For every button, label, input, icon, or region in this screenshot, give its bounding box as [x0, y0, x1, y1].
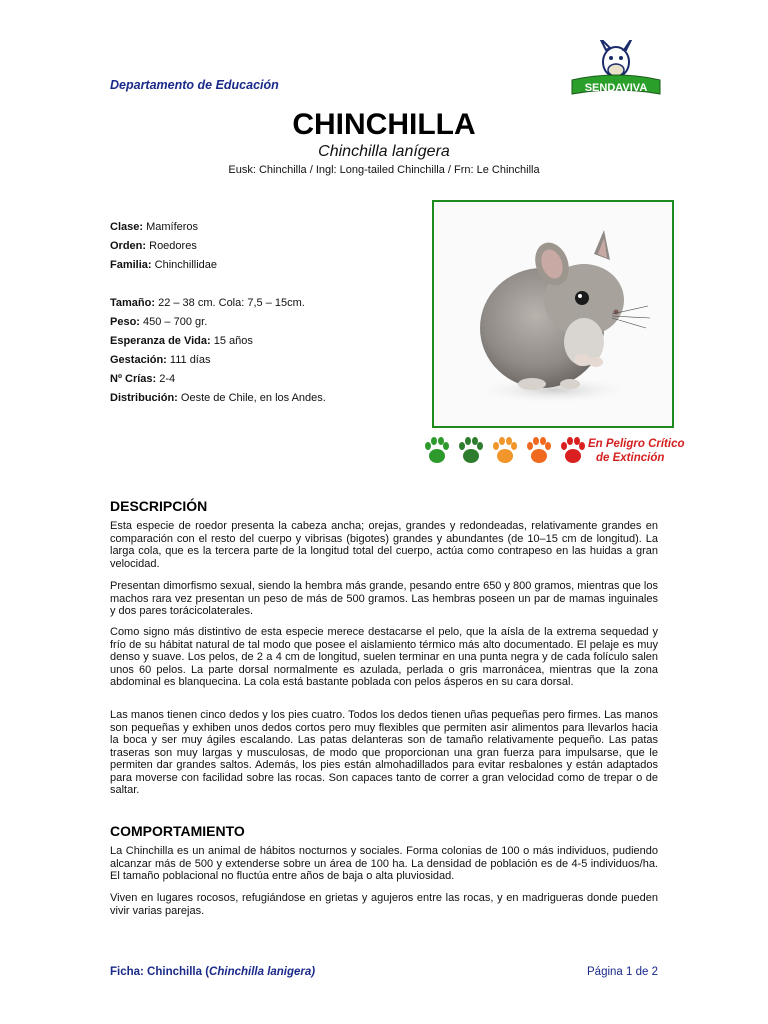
taxonomy-family: Familia: Chinchillidae: [110, 259, 218, 271]
description-paragraph: Esta especie de roedor presenta la cabeza ancha; orejas, grandes y redondeadas, relativamente grandes en comparación con el resto del cuerpo y vibrisas (bigotes) grandes y abundantes (de 10–15 cm de longitud). La larga cola, que es la tercera parte de la longitud total del cuerpo, actúa como contrapeso en las huidas a gran velocidad.: [110, 520, 658, 570]
description-paragraph: Presentan dimorfismo sexual, siendo la hembra más grande, pesando entre 650 y 800 gramos, mientras que los machos rara vez presentan un peso de más de 500 gramos. Las hembras poseen un par de mamas inguinales y dos pares torácicolaterales.: [110, 580, 658, 617]
page-title: CHINCHILLA: [292, 108, 476, 141]
paw-icon: [458, 436, 484, 464]
description-paragraph: Como signo más distintivo de esta especie merece destacarse el pelo, que la aísla de la extrema sequedad y frío de su hábitat natural de tal modo que posee el aislamiento térmico más alto documentado. El pelaje es muy denso y suave. Los pelos, de 2 a 4 cm de longitud, suelen terminar en una punta negra y de cada folículo salen unos 60 pelos. La parte dorsal normalmente es azulada, perlada o gris marronácea, mientras que la zona abdominal es blanquecina. La cola está bastante poblada con pelos ásperos en su cara dorsal.: [110, 626, 658, 688]
behavior-paragraph: Viven en lugares rocosos, refugiándose en grietas y agujeros entre las rocas, y en madrigueras donde pueden vivir varias parejas.: [110, 892, 658, 917]
common-names: Eusk: Chinchilla / Ingl: Long-tailed Chinchilla / Frn: Le Chinchilla: [228, 164, 540, 176]
conservation-status: [424, 436, 704, 472]
taxonomy-order: Orden: Roedores: [110, 240, 197, 252]
behavior-paragraph: La Chinchilla es un animal de hábitos nocturnos y sociales. Forma colonias de 100 o más individuos, pudiendo alcanzar más de 500 y extenderse sobre un área de 100 ha. La densidad de población es de 4-5 individuos/ha. El tamaño poblacional no fluctúa entre años de baja o alta pluviosidad.: [110, 845, 658, 882]
paw-icon: [424, 436, 450, 464]
fact-sheet: [110, 218, 326, 408]
page-number: Página 1 de 2: [587, 966, 658, 978]
department-label: Departamento de Educación: [110, 78, 279, 92]
sendaviva-logo: [570, 40, 662, 98]
paw-icon: [492, 436, 518, 464]
paw-icon: [560, 436, 586, 464]
fact-weight: Peso: 450 – 700 gr.: [110, 316, 208, 328]
fact-gestation: Gestación: 111 días: [110, 354, 211, 366]
chinchilla-photo: [432, 200, 674, 428]
description-paragraph: Las manos tienen cinco dedos y los pies cuatro. Todos los dedos tienen uñas pequeñas pero firmes. Las manos son pequeñas y exhiben unos dedos cortos pero muy flexibles que permiten asir alimentos para llevarlos hacia la boca y ser muy ágiles escalando. Las patas delanteras son de tamaño relativamente pequeño. Las patas traseras son muy largas y musculosas, de modo que proporcionan una gran fuerza para impulsarse, que le permiten dar grandes saltos. Además, los pies están almohadillados para evitar resbalones y están adaptados para moverse con facilidad sobre las rocas. Son capaces tanto de correr a gran velocidad como de trepar o de saltar.: [110, 709, 658, 796]
section-heading-comportamiento: COMPORTAMIENTO: [110, 823, 245, 839]
logo-text: SENDAVIVA: [584, 82, 648, 94]
footer-doc-title: Ficha: Chinchilla (Chinchilla lanigera): [110, 966, 316, 978]
fact-distribution: Distribución: Oeste de Chile, en los Andes.: [110, 392, 326, 404]
scientific-name: Chinchilla lanígera: [318, 143, 450, 160]
section-heading-descripcion: DESCRIPCIÓN: [110, 498, 208, 514]
status-label: En Peligro Crítico de Extinción: [588, 438, 685, 464]
fact-offspring: Nº Crías: 2-4: [110, 373, 176, 385]
taxonomy-class: Clase: Mamíferos: [110, 221, 199, 233]
paw-icon: [526, 436, 552, 464]
fact-size: Tamaño: 22 – 38 cm. Cola: 7,5 – 15cm.: [110, 297, 305, 309]
fact-lifespan: Esperanza de Vida: 15 años: [110, 335, 253, 347]
